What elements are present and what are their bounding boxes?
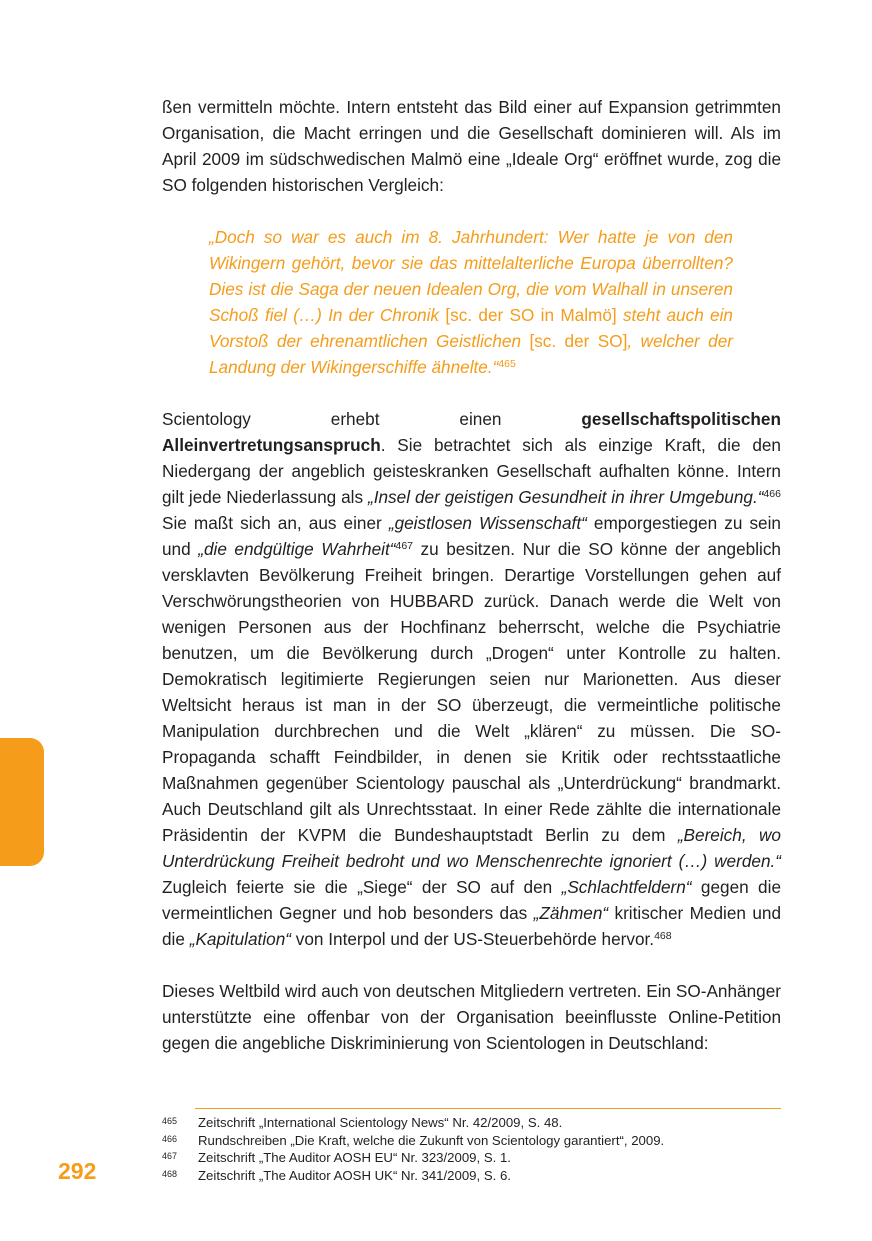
- quote-unterdrueckung: „Bereich, wo Unterdrückung Freiheit bedroht und wo Menschenrechte ignoriert (…) werden.“: [162, 825, 781, 871]
- chapter-tab-marker: [0, 738, 44, 866]
- block-quote: [209, 224, 733, 380]
- quote-insert-2: [sc. der SO]: [521, 331, 628, 351]
- footnote-ref-465: 465: [498, 358, 516, 370]
- footnote-number: 465: [162, 1116, 178, 1126]
- footnote-number: 468: [162, 1168, 178, 1179]
- quote-text-2: steht auch ein Vorstoß der ehrenamtlichen Geistlichen: [209, 305, 733, 351]
- footnote-item: [162, 1132, 782, 1150]
- quote-wissenschaft: „geistlosen Wissenschaft“: [388, 513, 587, 533]
- text-run: kritischer Medien und die: [162, 903, 782, 949]
- footnote-number: 466: [162, 1133, 178, 1144]
- quote-insel: „Insel der geistigen Gesundheit in ihrer Umgebung.“: [368, 487, 764, 507]
- body-text: [162, 94, 781, 1056]
- text-run: . Sie betrachtet sich als einzige Kraft, die den Niedergang der angeblich geisteskranken Gesellschaft aufhalten könne. Intern gilt jede Niederlassung als: [162, 435, 781, 507]
- quote-schlachtfelder: „Schlachtfeldern“: [561, 877, 692, 897]
- quote-text-3: , welcher der Landung der Wikingerschiffe ähnelte.“: [209, 331, 733, 377]
- text-run: gegen die vermeintlichen Gegner und hob besonders das: [162, 877, 781, 923]
- footnote-text: Zeitschrift „International Scientology News“ Nr. 42/2009, S. 48.: [198, 1115, 563, 1130]
- page-number: 292: [58, 1158, 97, 1184]
- footnote-ref-466: 466: [763, 488, 781, 500]
- footnote-number: 467: [162, 1151, 178, 1161]
- text-run: Sie maßt sich an, aus einer: [162, 513, 389, 533]
- intro-paragraph: ßen vermitteln möchte. Intern entsteht das Bild einer auf Expansion getrimmten Organisation, die Macht erringen und die Gesellschaft dominieren will. Als im April 2009 im südschwedischen Malmö eine „Ideale Org“ eröffnet wurde, zog die SO folgenden historischen Vergleich:: [162, 97, 781, 195]
- footnote-item: [162, 1167, 782, 1185]
- text-run: Zugleich feierte sie die „Siege“ der SO auf den: [162, 877, 562, 897]
- text-run: Scientology erhebt einen: [162, 409, 582, 429]
- worldview-paragraph: Dieses Weltbild wird auch von deutschen Mitgliedern vertreten. Ein SO-Anhänger unterstützte eine offenbar von der Organisation beeinflusste Online-Petition gegen die angebliche Diskriminierung von Scientologen in Deutschland:: [162, 981, 781, 1053]
- footnote-ref-467: 467: [395, 540, 414, 552]
- text-run: von Interpol und der US-Steuerbehörde hervor.: [291, 929, 655, 949]
- footnote-divider: [195, 1108, 781, 1109]
- footnote-text: Zeitschrift „The Auditor AOSH EU“ Nr. 323/2009, S. 1.: [198, 1150, 511, 1165]
- text-run: emporgestiegen zu sein und: [162, 513, 781, 559]
- footnote-item: [162, 1114, 782, 1132]
- quote-wahrheit: „die endgültige Wahrheit“: [198, 539, 396, 559]
- footnote-text: Rundschreiben „Die Kraft, welche die Zukunft von Scientology garantiert“, 2009.: [198, 1132, 665, 1148]
- footnote-ref-468: 468: [654, 930, 672, 942]
- quote-kapitulation: „Kapitulation“: [189, 929, 291, 949]
- quote-text-1: „Doch so war es auch im 8. Jahrhundert: Wer hatte je von den Wikingern gehört, bevor sie das mittelalterliche Europa überrollten? Dies ist die Saga der neuen Idealen Org, die vom Walhall in unseren Schoß fiel (…) In der Chronik: [209, 227, 733, 325]
- quote-insert-1: [sc. der SO in Malmö]: [439, 305, 623, 325]
- quote-zaehmen: „Zähmen“: [533, 903, 609, 923]
- footnote-item: [162, 1149, 782, 1167]
- footnotes: [162, 1114, 782, 1184]
- text-run: zu besitzen. Nur die SO könne der angeblich versklavten Bevölkerung Freiheit bringen. Derartige Vorstellungen gehen auf Verschwörungstheorien von HUBBARD zurück. Danach werde die Welt von wenigen Personen aus der Hochfinanz beherrscht, welche die Psychiatrie benutzen, um die Bevölkerung durch „Drogen“ unter Kontrolle zu halten. Demokratisch legitimierte Regierungen seien nur Marionetten. Aus dieser Weltsicht heraus ist man in der SO überzeugt, die vermeintliche politische Manipulation durchbrechen und die Welt „klären“ zu müssen. Die SO-Propaganda schafft Feindbilder, in denen sie Kritik oder rechtsstaatliche Maßnahmen gegenüber Scientology pauschal als „Unterdrückung“ brandmarkt. Auch Deutschland gilt als Unrechtsstaat. In einer Rede zählte die internationale Präsidentin der KVPM die Bundeshauptstadt Berlin zu dem: [162, 539, 781, 845]
- claim-paragraph: [162, 406, 781, 952]
- footnote-text: Zeitschrift „The Auditor AOSH UK“ Nr. 341/2009, S. 6.: [198, 1167, 511, 1183]
- bold-term: gesellschaftspolitischen Alleinvertretungsanspruch: [162, 409, 781, 455]
